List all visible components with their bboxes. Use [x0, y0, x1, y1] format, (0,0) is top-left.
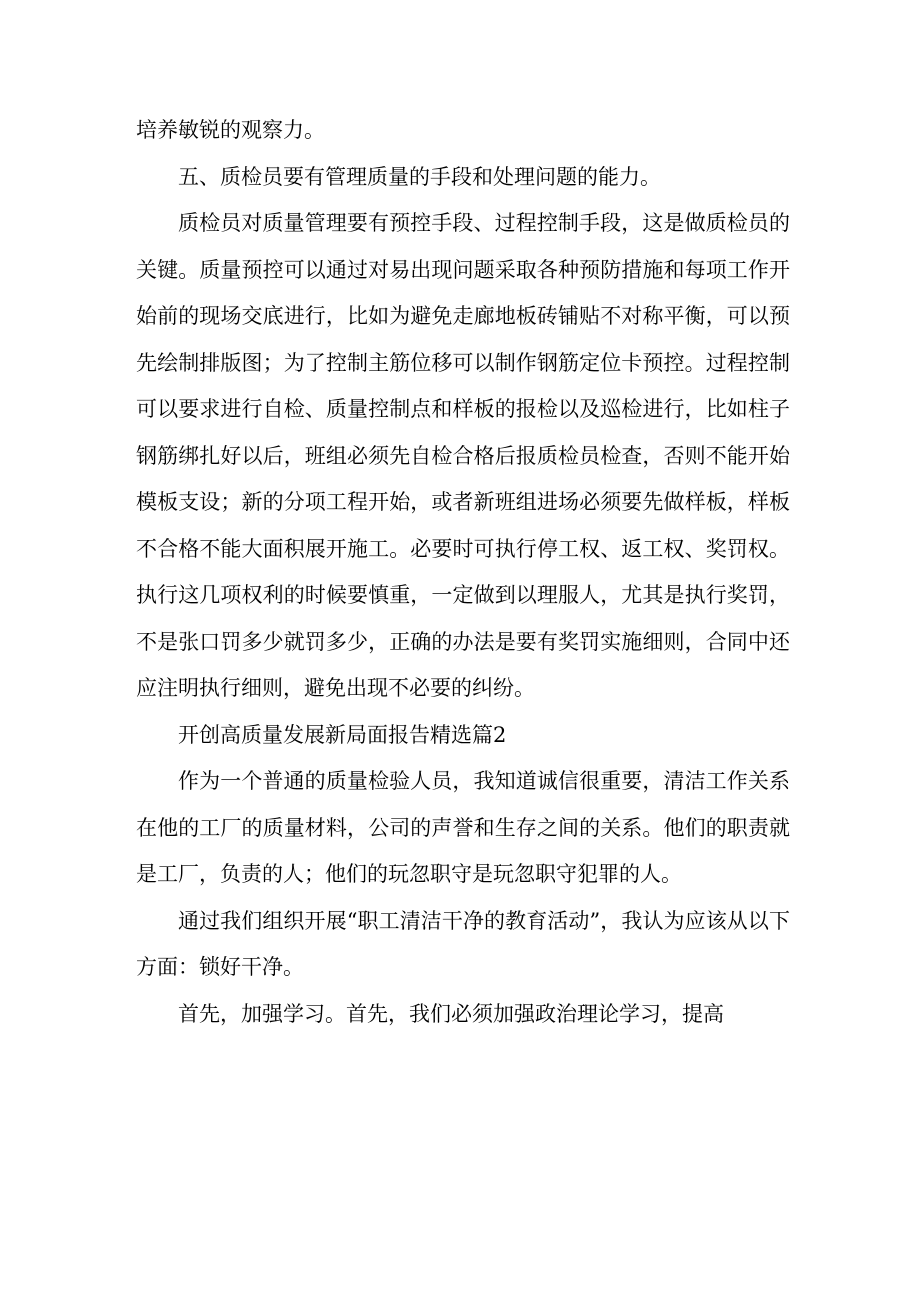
- paragraph-quality-control: 质检员对质量管理要有预控手段、过程控制手段，这是做质检员的关键。质量预控可以通过对易出现问题采取各种预防措施和每项工作开始前的现场交底进行，比如为避免走廊地板砖铺贴不对称平衡，可以预先绘制排版图；为了控制主筋位移可以制作钢筋定位卡预控。过程控制可以要求进行自检、质量控制点和样板的报检以及巡检进行，比如柱子钢筋绑扎好以后，班组必须先自检合格后报质检员检查，否则不能开始模板支设；新的分项工程开始，或者新班组进场必须要先做样板，样板不合格不能大面积展开施工。必要时可执行停工权、返工权、奖罚权。执行这几项权利的时候要慎重，一定做到以理服人，尤其是执行奖罚，不是张口罚多少就罚多少，正确的办法是要有奖罚实施细则，合同中还应注明执行细则，避免出现不必要的纠纷。: [136, 211, 790, 700]
- paragraph-activity: 通过我们组织开展“职工清洁干净的教育活动”，我认为应该从以下方面：锁好干净。: [136, 908, 790, 979]
- paragraph-continuation: 培养敏锐的观察力。: [136, 118, 325, 142]
- article-title: 开创高质量发展新局面报告精选篇2: [178, 722, 507, 747]
- section-heading-five: 五、质检员要有管理质量的手段和处理问题的能力。: [178, 164, 661, 189]
- paragraph-first-study: 首先，加强学习。首先，我们必须加强政治理论学习，提高: [178, 1001, 724, 1026]
- paragraph-integrity: 作为一个普通的质量检验人员，我知道诚信很重要，清洁工作关系在他的工厂的质量材料，公司的声誉和生存之间的关系。他们的职责就是工厂，负责的人；他们的玩忽职守是玩忽职守犯罪的人。: [136, 769, 790, 886]
- document-body: [136, 107, 790, 1037]
